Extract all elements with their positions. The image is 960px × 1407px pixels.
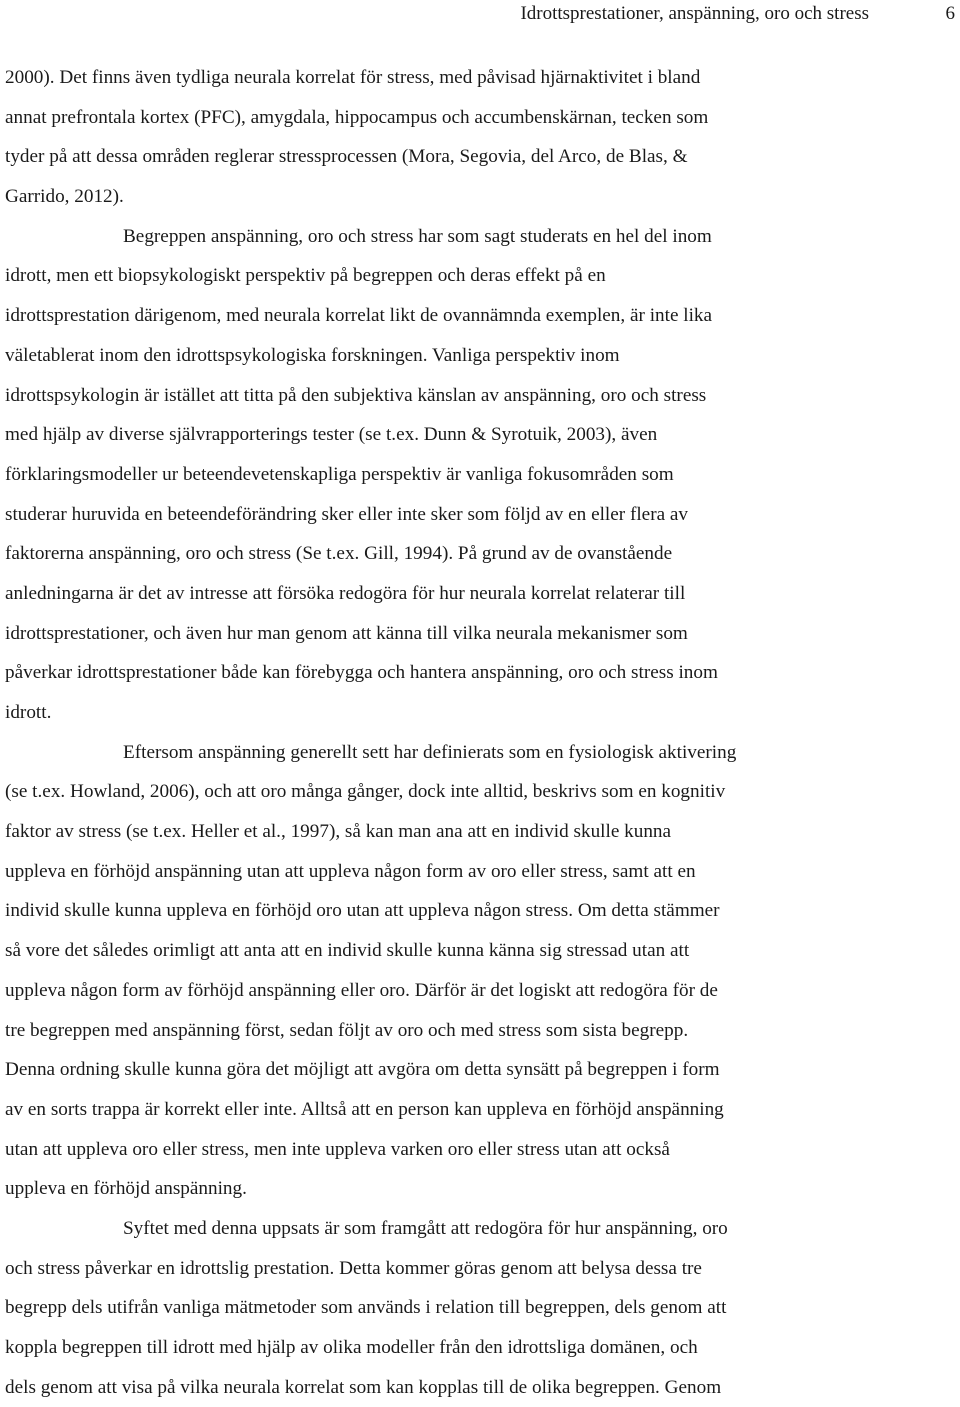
page-number: 6 bbox=[945, 3, 955, 24]
text-line: dels genom att visa på vilka neurala korrelat som kan kopplas till de olika begreppen. Genom bbox=[5, 1376, 722, 1398]
text-line: utan att uppleva oro eller stress, men inte uppleva varken oro eller stress utan att också bbox=[5, 1138, 670, 1160]
text-line: idrottsprestation därigenom, med neurala korrelat likt de ovannämnda exemplen, är inte lika bbox=[5, 305, 713, 327]
text-line: Garrido, 2012). bbox=[5, 186, 124, 208]
text-line: Eftersom anspänning generellt sett har definierats som en fysiologisk aktivering bbox=[123, 741, 737, 763]
text-line: faktorerna anspänning, oro och stress (Se t.ex. Gill, 1994). På grund av de ovanstående bbox=[5, 543, 673, 565]
text-line: begrepp dels utifrån vanliga mätmetoder som används i relation till begreppen, dels genom att bbox=[5, 1297, 727, 1319]
text-line: tre begreppen med anspänning först, sedan följt av oro och med stress som sista begrepp. bbox=[5, 1019, 689, 1041]
text-line: så vore det således orimligt att anta att en individ skulle kunna känna sig stressad utan att bbox=[5, 940, 690, 962]
text-line: koppla begreppen till idrott med hjälp av olika modeller från den idrottsliga domänen, och bbox=[5, 1337, 698, 1358]
text-line: av en sorts trappa är korrekt eller inte. Alltså att en person kan uppleva en förhöjd anspänning bbox=[5, 1098, 724, 1120]
text-line: idrott, men ett biopsykologiskt perspektiv på begreppen och deras effekt på en bbox=[5, 265, 606, 287]
header-title: Idrottsprestationer, anspänning, oro och stress bbox=[520, 3, 869, 24]
text-line: faktor av stress (se t.ex. Heller et al., 1997), så kan man ana att en individ skulle kunna bbox=[5, 821, 672, 843]
text-line: väletablerat inom den idrottspsykologiska forskningen. Vanliga perspektiv inom bbox=[5, 344, 620, 366]
text-line: uppleva en förhöjd anspänning utan att uppleva någon form av oro eller stress, samt att en bbox=[5, 860, 696, 882]
text-line: idrottsprestationer, och även hur man genom att känna till vilka neurala mekanismer som bbox=[5, 622, 688, 644]
text-line: (se t.ex. Howland, 2006), och att oro många gånger, dock inte alltid, beskrivs som en kognitiv bbox=[5, 781, 726, 803]
text-line: idrottspsykologin är istället att titta på den subjektiva känslan av anspänning, oro och stress bbox=[5, 384, 707, 406]
text-line: individ skulle kunna uppleva en förhöjd oro utan att uppleva någon stress. Om detta stämmer bbox=[5, 900, 720, 922]
text-line: Denna ordning skulle kunna göra det möjligt att avgöra om detta synsätt på begreppen i form bbox=[5, 1059, 720, 1081]
text-line: uppleva en förhöjd anspänning. bbox=[5, 1178, 247, 1200]
text-line: med hjälp av diverse självrapporterings tester (se t.ex. Dunn & Syrotuik, 2003), även bbox=[5, 424, 658, 446]
text-line: och stress påverkar en idrottslig prestation. Detta kommer göras genom att belysa dessa tre bbox=[5, 1257, 702, 1279]
running-header bbox=[0, 2, 958, 26]
text-line: 2000). Det finns även tydliga neurala korrelat för stress, med påvisad hjärnaktivitet i bland bbox=[5, 67, 701, 88]
text-line: annat prefrontala kortex (PFC), amygdala, hippocampus och accumbenskärnan, tecken som bbox=[5, 106, 709, 128]
text-line: påverkar idrottsprestationer både kan förebygga och hantera anspänning, oro och stress inom bbox=[5, 662, 718, 684]
text-line: anledningarna är det av intresse att försöka redogöra för hur neurala korrelat relaterar till bbox=[5, 582, 686, 604]
text-line: uppleva någon form av förhöjd anspänning eller oro. Därför är det logiskt att redogöra för de bbox=[5, 979, 718, 1001]
text-line: Syftet med denna uppsats är som framgått att redogöra för hur anspänning, oro bbox=[123, 1217, 728, 1239]
text-line: tyder på att dessa områden reglerar stressprocessen (Mora, Segovia, del Arco, de Blas, & bbox=[5, 146, 688, 168]
text-line: studerar huruvida en beteendeförändring sker eller inte sker som följd av en eller flera av bbox=[5, 503, 689, 525]
body-text bbox=[5, 58, 885, 1407]
text-line: idrott. bbox=[5, 702, 52, 723]
text-line: Begreppen anspänning, oro och stress har som sagt studerats en hel del inom bbox=[123, 225, 712, 247]
text-line: förklaringsmodeller ur beteendevetenskapliga perspektiv är vanliga fokusområden som bbox=[5, 463, 674, 485]
